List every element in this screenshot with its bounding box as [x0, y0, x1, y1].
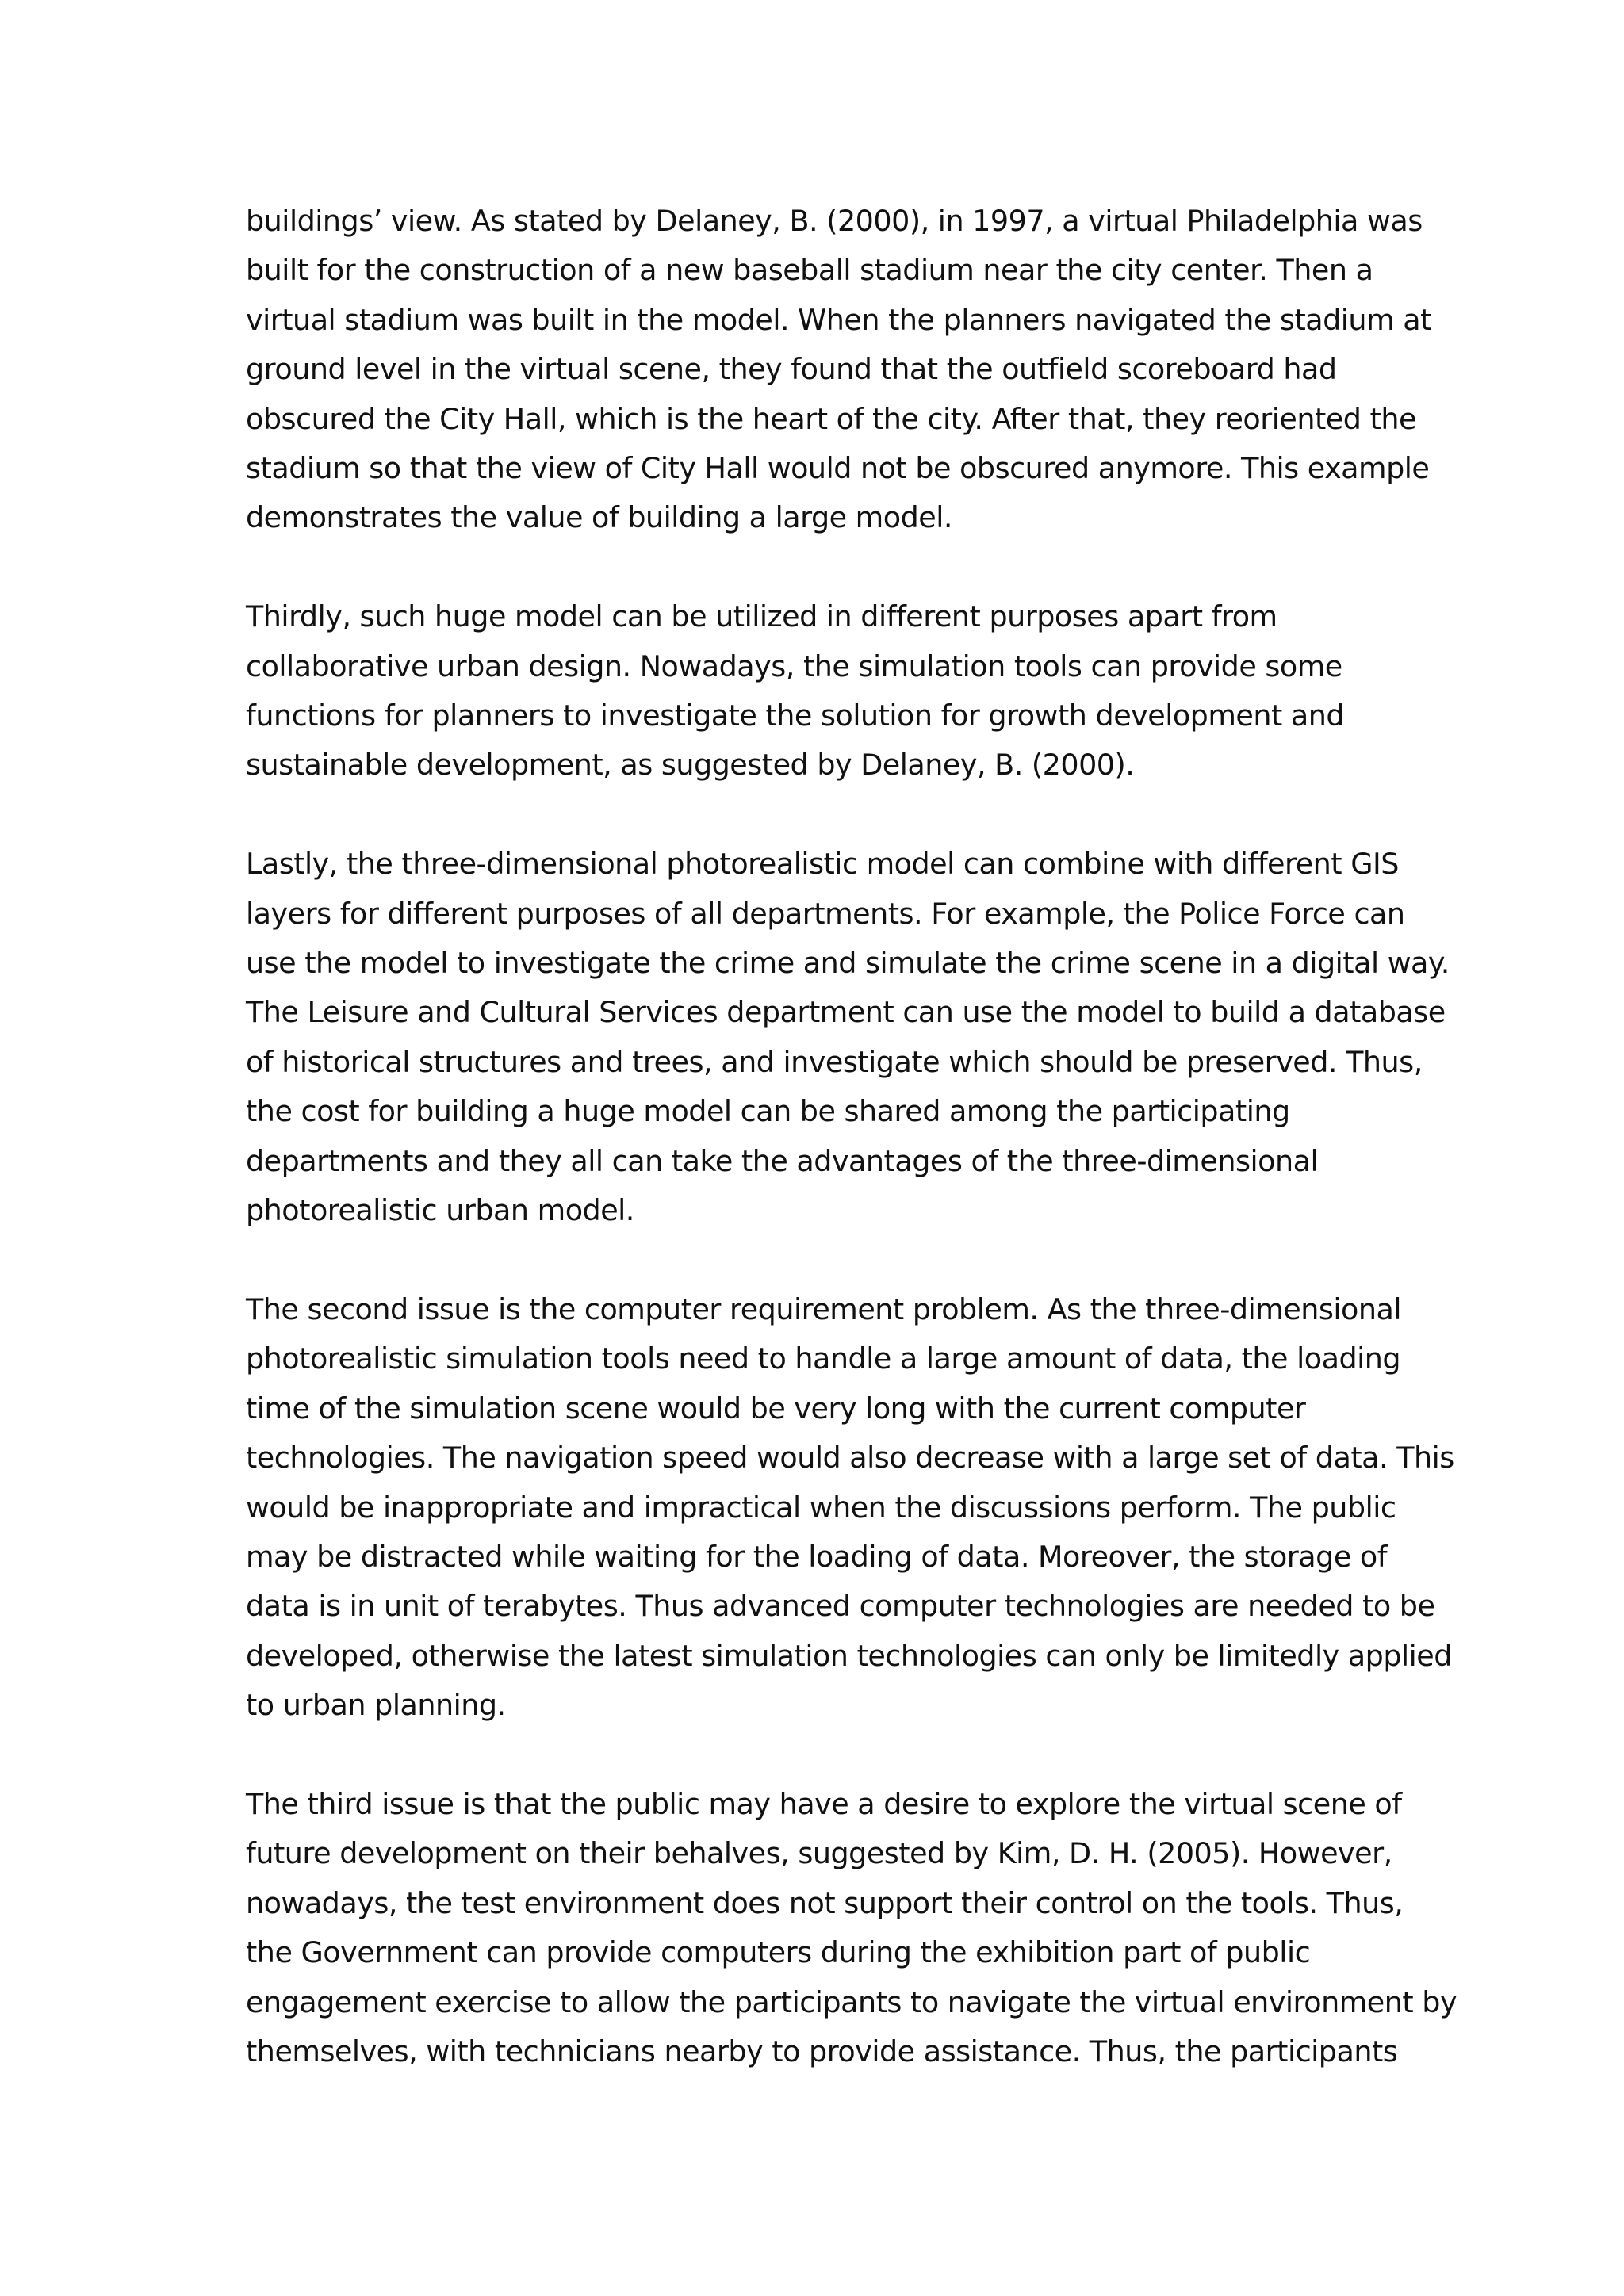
paragraph-1 — [246, 197, 1431, 543]
text-line: buildings’ view. As stated by Delaney, B. (2000), in 1997, a virtual Philadelphia was — [246, 204, 1423, 238]
text-line: data is in unit of terabytes. Thus advanced computer technologies are needed to be — [246, 1589, 1435, 1624]
document-page — [246, 197, 1457, 2126]
text-line: layers for different purposes of all departments. For example, the Police Force can — [246, 896, 1405, 931]
text-line: themselves, with technicians nearby to provide assistance. Thus, the participants — [246, 2034, 1398, 2068]
text-line: sustainable development, as suggested by Delaney, B. (2000). — [246, 748, 1135, 783]
text-line: Lastly, the three-dimensional photorealistic model can combine with different GIS — [246, 847, 1399, 882]
text-line: nowadays, the test environment does not support their control on the tools. Thus, — [246, 1885, 1404, 1920]
text-line: may be distracted while waiting for the loading of data. Moreover, the storage of — [246, 1539, 1388, 1574]
text-line: use the model to investigate the crime and simulate the crime scene in a digital way. — [246, 946, 1450, 981]
text-line: The Leisure and Cultural Services department can use the model to build a database — [246, 995, 1446, 1030]
text-line: stadium so that the view of City Hall would not be obscured anymore. This example — [246, 451, 1430, 486]
text-line: ground level in the virtual scene, they found that the outfield scoreboard had — [246, 352, 1337, 387]
text-line: departments and they all can take the advantages of the three-dimensional — [246, 1143, 1319, 1178]
text-line: photorealistic urban model. — [246, 1193, 634, 1228]
text-line: to urban planning. — [246, 1688, 506, 1723]
text-line: would be inappropriate and impractical when the discussions perform. The public — [246, 1490, 1396, 1525]
text-line: the cost for building a huge model can be shared among the participating — [246, 1094, 1290, 1129]
text-line: demonstrates the value of building a large model. — [246, 500, 952, 535]
paragraph-4 — [246, 1285, 1454, 1731]
text-line: engagement exercise to allow the participants to navigate the virtual environment by — [246, 1984, 1457, 2019]
text-line: time of the simulation scene would be very long with the current computer — [246, 1391, 1306, 1425]
text-line: obscured the City Hall, which is the heart of the city. After that, they reoriented the — [246, 401, 1416, 436]
text-line: collaborative urban design. Nowadays, the simulation tools can provide some — [246, 649, 1342, 683]
paragraph-3 — [246, 840, 1450, 1235]
text-line: future development on their behalves, suggested by Kim, D. H. (2005). However, — [246, 1836, 1392, 1871]
text-line: the Government can provide computers during the exhibition part of public — [246, 1935, 1311, 1970]
text-line: virtual stadium was built in the model. When the planners navigated the stadium at — [246, 302, 1431, 337]
text-line: Thirdly, such huge model can be utilized in different purposes apart from — [246, 599, 1277, 634]
paragraph-5 — [246, 1780, 1457, 2076]
text-line: technologies. The navigation speed would also decrease with a large set of data. This — [246, 1441, 1454, 1475]
paragraph-2 — [246, 592, 1404, 790]
text-line: of historical structures and trees, and investigate which should be preserved. Thus, — [246, 1044, 1423, 1079]
text-line: photorealistic simulation tools need to handle a large amount of data, the loading — [246, 1341, 1401, 1376]
text-line: developed, otherwise the latest simulation technologies can only be limitedly applied — [246, 1638, 1452, 1673]
text-line: built for the construction of a new baseball stadium near the city center. Then a — [246, 253, 1373, 288]
text-line: The second issue is the computer requirement problem. As the three-dimensional — [246, 1292, 1401, 1326]
text-line: The third issue is that the public may have a desire to explore the virtual scene of — [246, 1786, 1402, 1821]
text-line: functions for planners to investigate the solution for growth development and — [246, 698, 1345, 733]
